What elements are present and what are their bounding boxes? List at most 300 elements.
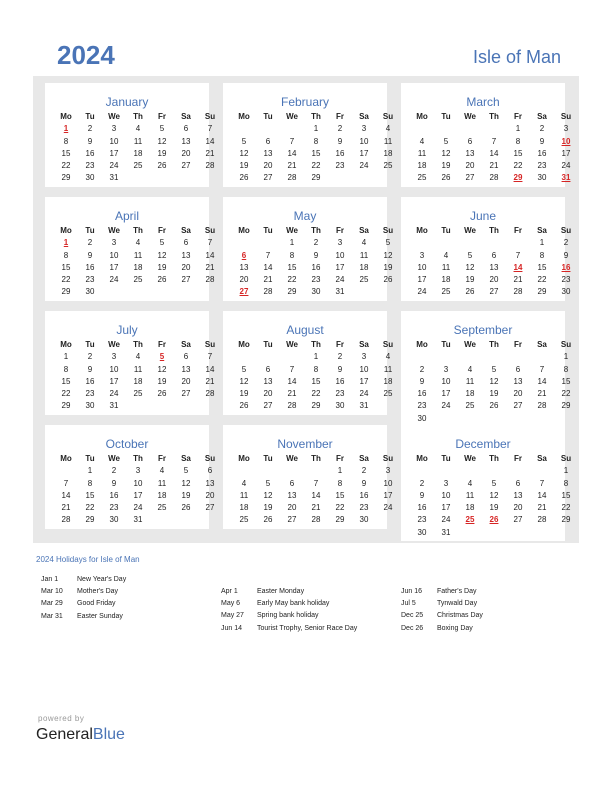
weekday-header: Mo (60, 112, 72, 121)
weekday-header: Fr (336, 226, 344, 235)
day-cell: 17 (335, 262, 345, 272)
day-cell: 15 (287, 262, 297, 272)
holiday-date: Mar 31 (41, 612, 63, 620)
month-panel (401, 83, 572, 187)
day-cell: 19 (383, 262, 393, 272)
day-cell: 17 (133, 490, 143, 500)
day-cell: 28 (205, 161, 215, 171)
day-cell: 15 (537, 262, 547, 272)
holiday-name: Good Friday (77, 600, 116, 608)
day-cell: 22 (561, 389, 571, 399)
day-cell: 10 (359, 136, 369, 146)
day-cell: 4 (241, 478, 247, 488)
day-cell: 12 (489, 376, 499, 386)
holiday-name: Mother's Day (77, 588, 119, 596)
month-title: July (116, 323, 138, 337)
day-cell: 31 (109, 401, 119, 411)
day-cell: 19 (489, 503, 499, 513)
day-cell: 20 (287, 503, 297, 513)
day-cell: 12 (239, 148, 249, 158)
month-title: September (453, 323, 513, 337)
day-cell: 22 (61, 389, 71, 399)
month-title: June (469, 209, 497, 223)
empty-cell (256, 351, 280, 363)
day-cell: 28 (489, 173, 499, 183)
month-panel (45, 425, 216, 529)
month-title: January (105, 95, 149, 109)
day-cell: 19 (239, 389, 249, 399)
weekday-header: Fr (336, 112, 344, 121)
weekday-header: Sa (181, 226, 191, 235)
month-days-grid (232, 111, 400, 185)
empty-cell (54, 465, 78, 477)
empty-cell (280, 123, 304, 135)
day-cell: 8 (563, 478, 569, 488)
calendar-grid (33, 76, 579, 543)
day-cell: 26 (383, 275, 393, 285)
day-cell: 4 (135, 352, 141, 362)
day-cell: 11 (133, 364, 143, 374)
day-cell: 15 (513, 148, 523, 158)
day-cell: 17 (359, 148, 369, 158)
holiday-date: Jun 16 (401, 588, 423, 595)
day-cell: 25 (417, 173, 427, 183)
day-cell: 9 (87, 250, 93, 260)
day-cell: 27 (465, 173, 475, 183)
day-cell: 23 (335, 161, 345, 171)
day-cell: 8 (289, 250, 295, 260)
day-cell: 10 (133, 478, 143, 488)
empty-cell (506, 351, 530, 363)
day-cell: 11 (417, 148, 427, 158)
weekday-header: Sa (359, 226, 369, 235)
day-cell: 1 (313, 124, 319, 134)
holiday-date: Jun 14 (221, 624, 243, 632)
day-cell: 13 (263, 148, 273, 158)
weekday-header: Tu (441, 340, 451, 349)
day-cell: 26 (157, 389, 167, 399)
holiday-day: 31 (561, 173, 571, 183)
day-cell: 22 (311, 161, 321, 171)
day-cell: 21 (287, 389, 297, 399)
day-cell: 24 (359, 161, 369, 171)
day-cell: 20 (489, 275, 499, 285)
day-cell: 26 (263, 515, 273, 525)
day-cell: 14 (489, 148, 499, 158)
day-cell: 6 (183, 352, 189, 362)
weekday-header: Fr (514, 454, 522, 463)
day-cell: 27 (513, 515, 523, 525)
day-cell: 20 (181, 148, 191, 158)
weekday-header: Th (489, 112, 499, 121)
day-cell: 8 (539, 250, 545, 260)
day-cell: 29 (287, 287, 297, 297)
empty-cell (482, 351, 506, 363)
weekday-header: Su (560, 340, 572, 349)
day-cell: 10 (383, 478, 393, 488)
day-cell: 3 (361, 352, 367, 362)
day-cell: 15 (61, 148, 71, 158)
day-cell: 20 (513, 389, 523, 399)
brand-name-part: Blue (92, 726, 125, 743)
month-panel (401, 197, 572, 301)
day-cell: 5 (443, 136, 449, 146)
holiday-row (41, 574, 126, 586)
day-cell: 5 (241, 364, 247, 374)
day-cell: 14 (287, 376, 297, 386)
day-cell: 8 (337, 478, 343, 488)
weekday-header: Fr (158, 340, 166, 349)
empty-cell (482, 123, 506, 135)
day-cell: 23 (561, 275, 571, 285)
weekday-header: We (464, 454, 476, 463)
day-cell: 29 (85, 515, 95, 525)
day-cell: 28 (537, 401, 547, 411)
day-cell: 6 (207, 466, 213, 476)
day-cell: 18 (239, 503, 249, 513)
day-cell: 4 (135, 124, 141, 134)
weekday-header: Mo (238, 112, 250, 121)
day-cell: 15 (85, 490, 95, 500)
day-cell: 30 (417, 527, 427, 537)
day-cell: 19 (181, 490, 191, 500)
day-cell: 20 (465, 161, 475, 171)
day-cell: 6 (515, 364, 521, 374)
day-cell: 16 (359, 490, 369, 500)
weekday-header: We (286, 112, 298, 121)
day-cell: 3 (337, 238, 343, 248)
day-cell: 29 (561, 401, 571, 411)
day-cell: 9 (419, 490, 425, 500)
day-cell: 2 (419, 478, 425, 488)
day-cell: 21 (287, 161, 297, 171)
month-panel (401, 425, 572, 541)
day-cell: 20 (181, 262, 191, 272)
day-cell: 30 (109, 515, 119, 525)
day-cell: 17 (359, 376, 369, 386)
day-cell: 13 (489, 262, 499, 272)
day-cell: 28 (205, 389, 215, 399)
day-cell: 2 (337, 352, 343, 362)
weekday-header: We (464, 226, 476, 235)
day-cell: 9 (539, 136, 545, 146)
holiday-column (221, 586, 357, 635)
day-cell: 6 (515, 478, 521, 488)
day-cell: 12 (441, 148, 451, 158)
day-cell: 25 (133, 161, 143, 171)
holiday-row (41, 611, 126, 623)
empty-cell (434, 237, 458, 249)
empty-cell (280, 465, 304, 477)
empty-cell (506, 465, 530, 477)
day-cell: 30 (359, 515, 369, 525)
month-days-grid (410, 339, 578, 425)
empty-cell (482, 237, 506, 249)
weekday-header: Sa (537, 112, 547, 121)
day-cell: 13 (239, 262, 249, 272)
day-cell: 24 (109, 275, 119, 285)
month-panel (223, 425, 394, 529)
day-cell: 14 (287, 148, 297, 158)
day-cell: 15 (61, 376, 71, 386)
day-cell: 24 (383, 503, 393, 513)
day-cell: 3 (563, 124, 569, 134)
day-cell: 24 (109, 389, 119, 399)
holiday-name: Tynwald Day (437, 600, 478, 608)
day-cell: 6 (183, 238, 189, 248)
day-cell: 18 (133, 262, 143, 272)
day-cell: 19 (157, 148, 167, 158)
day-cell: 5 (265, 478, 271, 488)
month-panel (223, 311, 394, 415)
day-cell: 4 (443, 250, 449, 260)
day-cell: 28 (537, 515, 547, 525)
weekday-header: Fr (514, 340, 522, 349)
weekday-header: Mo (60, 226, 72, 235)
day-cell: 13 (287, 490, 297, 500)
day-cell: 4 (385, 352, 391, 362)
day-cell: 7 (207, 124, 213, 134)
holiday-name: Tourist Trophy, Senior Race Day (257, 624, 358, 632)
day-cell: 29 (61, 287, 71, 297)
holiday-name: Boxing Day (437, 624, 473, 632)
weekday-header: Th (311, 226, 321, 235)
holiday-name: Christmas Day (437, 612, 483, 620)
weekday-header: Mo (238, 226, 250, 235)
day-cell: 24 (335, 275, 345, 285)
day-cell: 25 (383, 389, 393, 399)
day-cell: 22 (287, 275, 297, 285)
month-days-grid (232, 453, 400, 527)
weekday-header: We (286, 454, 298, 463)
holiday-row (221, 610, 357, 622)
day-cell: 25 (239, 515, 249, 525)
day-cell: 10 (109, 364, 119, 374)
day-cell: 8 (313, 364, 319, 374)
month-title: April (114, 209, 139, 223)
day-cell: 26 (441, 173, 451, 183)
day-cell: 8 (63, 136, 69, 146)
day-cell: 14 (311, 490, 321, 500)
weekday-header: Sa (359, 454, 369, 463)
day-cell: 25 (441, 287, 451, 297)
day-cell: 3 (135, 466, 141, 476)
day-cell: 16 (335, 376, 345, 386)
empty-cell (458, 465, 482, 477)
month-title: August (286, 323, 324, 337)
day-cell: 25 (359, 275, 369, 285)
weekday-header: We (108, 112, 120, 121)
holiday-date: Dec 25 (401, 612, 424, 620)
holiday-row (401, 586, 483, 598)
day-cell: 21 (513, 275, 523, 285)
day-cell: 8 (313, 136, 319, 146)
day-cell: 9 (563, 250, 569, 260)
empty-cell (434, 123, 458, 135)
weekday-header: Fr (158, 454, 166, 463)
day-cell: 30 (417, 413, 427, 423)
day-cell: 14 (205, 250, 215, 260)
brand-logo[interactable] (36, 726, 125, 744)
day-cell: 6 (491, 250, 497, 260)
day-cell: 27 (489, 287, 499, 297)
day-cell: 3 (361, 124, 367, 134)
day-cell: 27 (181, 389, 191, 399)
day-cell: 27 (181, 275, 191, 285)
holiday-row (401, 598, 483, 610)
weekday-header: Sa (359, 112, 369, 121)
day-cell: 11 (441, 262, 451, 272)
day-cell: 18 (383, 376, 393, 386)
day-cell: 1 (539, 238, 545, 248)
day-cell: 17 (109, 148, 119, 158)
empty-cell (506, 237, 530, 249)
holiday-date: Mar 10 (41, 588, 63, 596)
day-cell: 6 (467, 136, 473, 146)
holiday-day: 29 (513, 173, 523, 183)
holiday-day: 27 (239, 287, 249, 297)
month-days-grid (410, 453, 578, 539)
day-cell: 24 (441, 401, 451, 411)
weekday-header: We (464, 112, 476, 121)
day-cell: 5 (491, 364, 497, 374)
day-cell: 4 (159, 466, 165, 476)
weekday-header: Tu (85, 340, 95, 349)
day-cell: 18 (157, 490, 167, 500)
day-cell: 23 (85, 161, 95, 171)
day-cell: 4 (361, 238, 367, 248)
day-cell: 18 (441, 275, 451, 285)
day-cell: 12 (465, 262, 475, 272)
day-cell: 8 (515, 136, 521, 146)
day-cell: 11 (157, 478, 167, 488)
empty-cell (410, 465, 434, 477)
day-cell: 19 (263, 503, 273, 513)
day-cell: 24 (417, 287, 427, 297)
day-cell: 21 (311, 503, 321, 513)
day-cell: 1 (563, 466, 569, 476)
weekday-header: Mo (60, 454, 72, 463)
day-cell: 26 (465, 287, 475, 297)
day-cell: 16 (537, 148, 547, 158)
day-cell: 30 (85, 173, 95, 183)
day-cell: 27 (205, 503, 215, 513)
day-cell: 8 (63, 364, 69, 374)
weekday-header: Th (133, 340, 143, 349)
day-cell: 22 (513, 161, 523, 171)
weekday-header: Sa (181, 112, 191, 121)
day-cell: 1 (337, 466, 343, 476)
day-cell: 4 (419, 136, 425, 146)
weekday-header: Fr (514, 112, 522, 121)
weekday-header: Su (204, 454, 216, 463)
weekday-header: Sa (359, 340, 369, 349)
day-cell: 13 (263, 376, 273, 386)
day-cell: 20 (181, 376, 191, 386)
weekday-header: Tu (85, 226, 95, 235)
day-cell: 4 (385, 124, 391, 134)
weekday-header: Su (382, 340, 394, 349)
brand-name-part: General (36, 726, 93, 743)
weekday-header: Th (133, 454, 143, 463)
day-cell: 4 (467, 478, 473, 488)
day-cell: 24 (133, 503, 143, 513)
day-cell: 10 (441, 376, 451, 386)
day-cell: 2 (111, 466, 117, 476)
day-cell: 17 (417, 275, 427, 285)
weekday-header: Mo (238, 340, 250, 349)
day-cell: 9 (361, 478, 367, 488)
day-cell: 29 (311, 173, 321, 183)
day-cell: 15 (311, 148, 321, 158)
holiday-date: Jul 5 (401, 600, 416, 608)
day-cell: 5 (183, 466, 189, 476)
empty-cell (256, 123, 280, 135)
day-cell: 21 (537, 389, 547, 399)
day-cell: 23 (537, 161, 547, 171)
month-days-grid (54, 339, 222, 413)
weekday-header: Tu (263, 340, 273, 349)
weekday-header: Sa (537, 454, 547, 463)
holiday-day: 16 (561, 262, 571, 272)
weekday-header: Mo (238, 454, 250, 463)
day-cell: 16 (85, 148, 95, 158)
weekday-header: Mo (416, 454, 428, 463)
day-cell: 23 (311, 275, 321, 285)
weekday-header: Th (311, 340, 321, 349)
day-cell: 12 (239, 376, 249, 386)
day-cell: 23 (417, 515, 427, 525)
weekday-header: Mo (416, 340, 428, 349)
holiday-row (221, 598, 357, 610)
empty-cell (458, 123, 482, 135)
day-cell: 18 (465, 389, 475, 399)
day-cell: 10 (335, 250, 345, 260)
weekday-header: We (286, 226, 298, 235)
holiday-date: Dec 26 (401, 624, 424, 632)
day-cell: 1 (63, 352, 69, 362)
day-cell: 9 (111, 478, 117, 488)
day-cell: 24 (109, 161, 119, 171)
month-days-grid (54, 111, 222, 185)
day-cell: 25 (383, 161, 393, 171)
weekday-header: Su (382, 112, 394, 121)
day-cell: 14 (205, 364, 215, 374)
day-cell: 19 (465, 275, 475, 285)
day-cell: 21 (205, 376, 215, 386)
weekday-header: Th (489, 454, 499, 463)
holiday-name: Father's Day (437, 588, 477, 595)
day-cell: 30 (335, 401, 345, 411)
weekday-header: Su (560, 112, 572, 121)
day-cell: 4 (135, 238, 141, 248)
weekday-header: Th (133, 226, 143, 235)
day-cell: 16 (109, 490, 119, 500)
day-cell: 30 (85, 401, 95, 411)
day-cell: 11 (465, 490, 475, 500)
day-cell: 15 (561, 490, 571, 500)
day-cell: 13 (205, 478, 215, 488)
day-cell: 29 (537, 287, 547, 297)
day-cell: 3 (111, 124, 117, 134)
day-cell: 16 (85, 376, 95, 386)
day-cell: 1 (515, 124, 521, 134)
day-cell: 28 (311, 515, 321, 525)
day-cell: 2 (419, 364, 425, 374)
month-panel (223, 83, 394, 187)
holiday-day: 10 (561, 136, 571, 146)
day-cell: 7 (515, 250, 521, 260)
